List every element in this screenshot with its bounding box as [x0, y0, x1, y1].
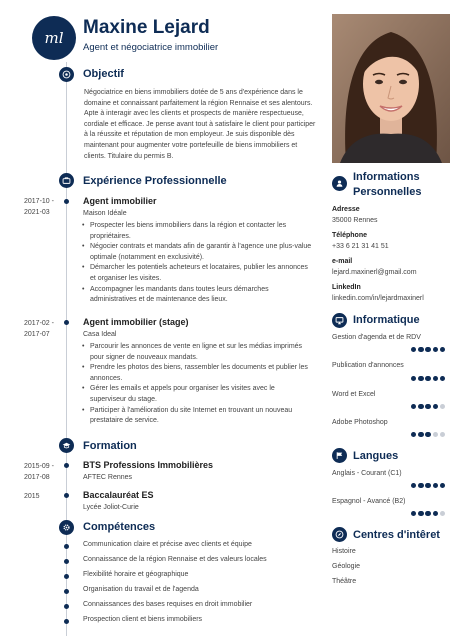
job-bullets [82, 221, 312, 306]
section-title-interests: Centres d'intêret [353, 529, 440, 541]
section-title-experience: Expérience Professionnelle [83, 175, 227, 187]
education-school: AFTEC Rennes [83, 474, 133, 481]
info-value: +33 6 21 31 41 51 [332, 243, 389, 250]
section-title-skills: Compétences [83, 521, 156, 533]
rating-dot-filled [411, 376, 416, 381]
computing-skill-label: Publication d'annonces [332, 362, 404, 369]
rating-dot-filled [411, 404, 416, 409]
education-title: BTS Professions Immobilières [83, 460, 214, 470]
rating-dots [411, 432, 445, 437]
skill-item: Connaissance de la région Rennaise et des valeurs locales [83, 556, 267, 563]
rating-dots [411, 511, 445, 516]
language-label: Espagnol - Avancé (B2) [332, 498, 406, 505]
timeline-dot [64, 589, 69, 594]
education-date: 2015-09 - 2017-08 [24, 463, 54, 481]
person-icon [332, 176, 347, 191]
rating-dot-filled [411, 347, 416, 352]
rating-dot-filled [433, 483, 438, 488]
timeline-dot [64, 604, 69, 609]
language-label: Anglais - Courant (C1) [332, 470, 402, 477]
interest-item: Géologie [332, 563, 361, 570]
education-title: Baccalauréat ES [83, 490, 154, 500]
rating-dot-filled [418, 511, 423, 516]
skill-item: Communication claire et précise avec clients et équipe [83, 541, 252, 548]
briefcase-icon [59, 173, 74, 188]
email-link[interactable]: lejard.maxinerl@gmail.com [332, 269, 417, 276]
bullet-item: • Négocier contrats et mandats afin de garantir à l'agence une plus-value optimale (notamment en exclusivité). [82, 242, 312, 263]
job-date: 2017-10 - 2021-03 [24, 198, 54, 216]
education-date: 2015 [24, 493, 40, 500]
timeline-dot [64, 320, 69, 325]
bullet-item: • Participer à l'amélioration du site Internet en trouvant un nouveau prestataire de service. [82, 406, 312, 427]
rating-dot-filled [440, 376, 445, 381]
education-school: Lycée Joliot-Curie [83, 504, 139, 511]
gear-icon [59, 520, 74, 535]
info-label: LinkedIn [332, 284, 361, 291]
rating-dot-filled [418, 404, 423, 409]
timeline-dot [64, 544, 69, 549]
rating-dot-empty [433, 432, 438, 437]
rating-dot-filled [411, 432, 416, 437]
rating-dot-filled [418, 376, 423, 381]
bullet-item: • Démarcher les potentiels acheteurs et locataires, publier les annonces et organiser les visites. [82, 263, 312, 284]
bullet-item: • Parcourir les annonces de vente en ligne et sur les médias imprimés pour signer de nouveaux mandats. [82, 342, 312, 363]
bullet-item: • Gérer les emails et appels pour organiser les visites avec le superviseur du stage. [82, 384, 312, 405]
rating-dots [411, 347, 445, 352]
rating-dot-filled [425, 404, 430, 409]
computing-skill-label: Gestion d'agenda et de RDV [332, 334, 421, 341]
timeline-dot [64, 619, 69, 624]
computing-skill-label: Adobe Photoshop [332, 419, 388, 426]
interest-item: Histoire [332, 548, 356, 555]
job-company: Maison Idéale [83, 210, 127, 217]
job-bullets [82, 342, 312, 427]
skill-item: Organisation du travail et de l'agenda [83, 586, 199, 593]
interest-item: Théâtre [332, 578, 357, 585]
rating-dot-empty [440, 511, 445, 516]
section-title-education: Formation [83, 440, 137, 452]
monitor-icon [332, 313, 347, 328]
job-title: Agent immobilier [83, 196, 157, 206]
bullet-item: • Prospecter les biens immobiliers dans la région et contacter les propriétaires. [82, 221, 312, 242]
target-icon [59, 67, 74, 82]
section-title-personal-info: Informations Personnelles [353, 171, 422, 198]
rating-dot-filled [433, 511, 438, 516]
section-title-objective: Objectif [83, 68, 124, 80]
rating-dot-filled [440, 347, 445, 352]
rating-dot-filled [411, 511, 416, 516]
info-value: 35000 Rennes [332, 217, 378, 224]
section-title-languages: Langues [353, 450, 399, 462]
rating-dots [411, 404, 445, 409]
monogram-logo [32, 16, 76, 60]
rating-dot-filled [425, 432, 430, 437]
info-label: e-mail [332, 258, 353, 265]
rating-dot-filled [425, 511, 430, 516]
skill-item: Prospection client et biens immobiliers [83, 616, 203, 623]
rating-dot-empty [440, 404, 445, 409]
timeline-line [66, 62, 67, 636]
rating-dot-filled [433, 347, 438, 352]
rating-dot-filled [433, 404, 438, 409]
timeline-dot [64, 574, 69, 579]
skill-item: Connaissances des bases requises en droit immobilier [83, 601, 253, 608]
section-title-computing: Informatique [353, 314, 420, 326]
profile-photo [332, 14, 450, 163]
rating-dot-filled [425, 376, 430, 381]
bullet-item: • Prendre les photos des biens, rassembler les documents et publier les annonces. [82, 363, 312, 384]
job-date: 2017-02 - 2017-07 [24, 320, 54, 338]
candidate-role: Agent et négociatrice immobilier [83, 42, 219, 53]
timeline-dot [64, 463, 69, 468]
linkedin-link[interactable]: linkedin.com/in/lejardmaxinerl [332, 295, 424, 302]
rating-dot-filled [411, 483, 416, 488]
rating-dot-filled [433, 376, 438, 381]
rating-dot-empty [440, 432, 445, 437]
rating-dots [411, 483, 445, 488]
skill-item: Flexibilité horaire et géographique [83, 571, 189, 578]
rating-dot-filled [418, 347, 423, 352]
job-company: Casa Ideal [83, 331, 117, 338]
rating-dot-filled [425, 483, 430, 488]
rating-dots [411, 376, 445, 381]
candidate-name: Maxine Lejard [83, 17, 210, 38]
job-title: Agent immobilier (stage) [83, 317, 189, 327]
timeline-dot [64, 493, 69, 498]
graduation-cap-icon [59, 438, 74, 453]
bullet-item: • Accompagner les mandants dans toutes leurs démarches administratives et de maintenance des lieux. [82, 285, 312, 306]
timeline-dot [64, 199, 69, 204]
rating-dot-filled [418, 432, 423, 437]
flag-icon [332, 448, 347, 463]
objective-text: Négociatrice en biens immobiliers dotée de 5 ans d'expérience dans le domaine et connaissant parfaitement la région Rennaise et ses alentours. Apte à interagir avec les clients et prospects de manière respectueuse, cordiale et efficace. Je pense avant tout à satisfaire le client pour participer à la réussite et réputation de mon employeur. Je suis disponible dès maintenant pour augmenter votre portefeuille de biens immobiliers et clients. Titulaire du permis B. [84, 89, 316, 160]
computing-skill-label: Word et Excel [332, 391, 376, 398]
info-label: Adresse [332, 206, 360, 213]
timeline-dot [64, 559, 69, 564]
rating-dot-filled [418, 483, 423, 488]
monogram-text: ml [44, 29, 64, 47]
rating-dot-filled [440, 483, 445, 488]
rating-dot-filled [425, 347, 430, 352]
info-label: Téléphone [332, 232, 368, 239]
compass-icon [332, 527, 347, 542]
